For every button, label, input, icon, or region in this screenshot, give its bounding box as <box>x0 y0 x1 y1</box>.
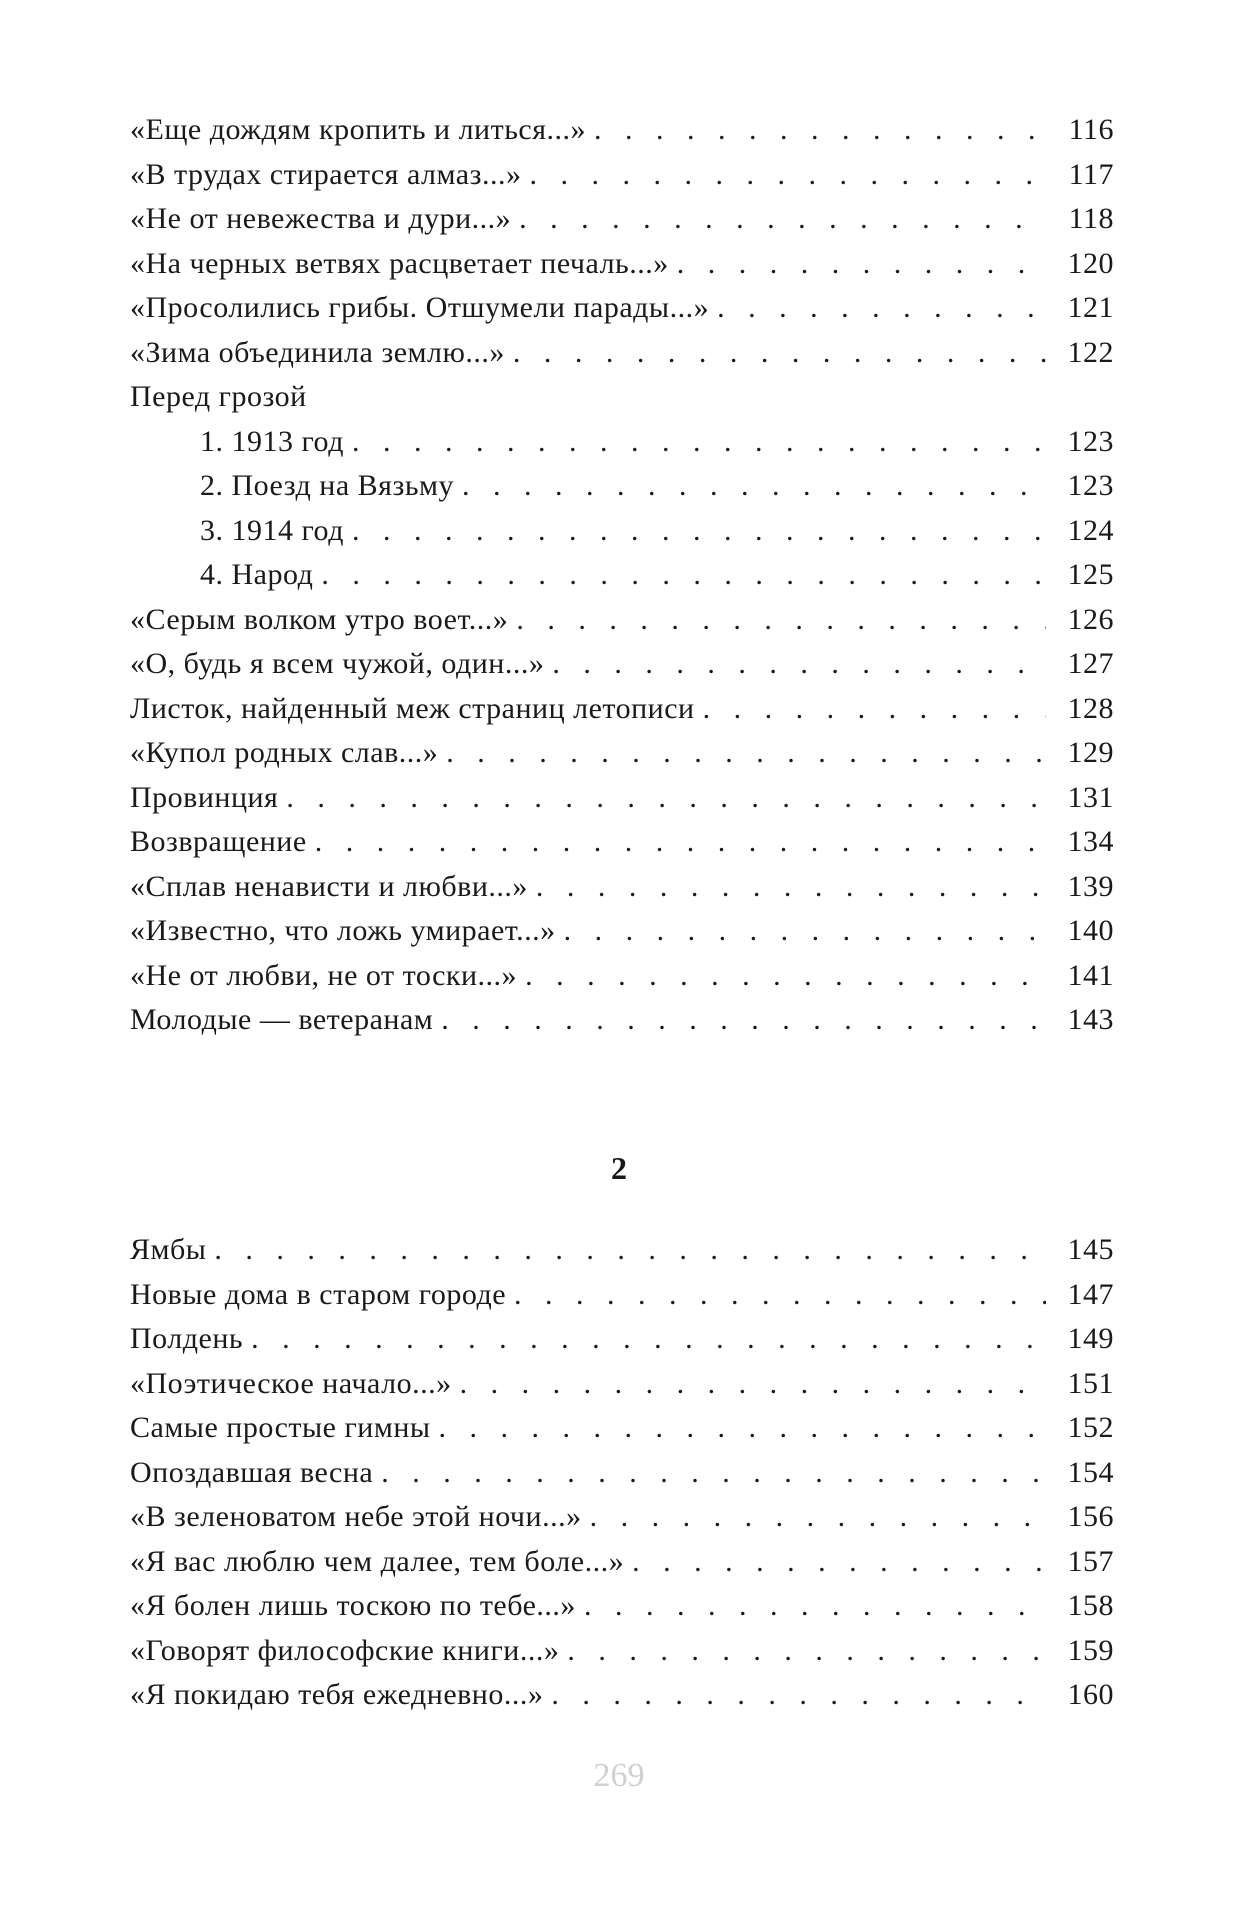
entry-title: Возвращение <box>130 825 307 858</box>
toc-entry <box>130 909 1114 954</box>
dot-leader <box>517 954 1046 999</box>
entry-page-number: 126 <box>1067 602 1114 636</box>
dot-leader <box>344 509 1046 554</box>
entry-page-number: 147 <box>1067 1277 1114 1311</box>
entry-page-number: 143 <box>1067 1003 1114 1036</box>
toc-entry <box>130 197 1114 242</box>
toc-entry <box>130 1317 1114 1362</box>
page-number-footer: 269 <box>593 1757 645 1794</box>
toc-entry <box>130 1540 1114 1585</box>
entry-title: «Купол родных слав...» <box>130 736 439 769</box>
toc-subentry <box>130 509 1114 554</box>
toc-entry <box>130 731 1114 776</box>
toc-entry <box>130 776 1114 821</box>
entry-page-number: 122 <box>1067 335 1114 369</box>
dot-leader <box>505 331 1046 376</box>
dot-leader <box>556 909 1046 954</box>
entry-page-number: 134 <box>1067 825 1114 858</box>
entry-title: «Просолились грибы. Отшумели парады...» <box>130 291 710 324</box>
entry-page-number: 121 <box>1067 291 1114 324</box>
entry-page-number: 124 <box>1067 513 1114 547</box>
toc-entry <box>130 286 1114 331</box>
dot-leader <box>243 1317 1046 1362</box>
dot-leader <box>431 1406 1046 1451</box>
entry-title: Новые дома в старом городе <box>130 1277 507 1311</box>
dot-leader <box>373 1451 1046 1496</box>
toc-entry <box>130 153 1114 198</box>
entry-page-number: 118 <box>1068 202 1114 235</box>
section-number: 2 <box>611 1150 627 1186</box>
entry-page-number: 156 <box>1067 1500 1114 1533</box>
entry-title: «Я покидаю тебя ежедневно...» <box>130 1678 544 1711</box>
entry-title: 2. Поезд на Вязьму <box>200 469 454 502</box>
dot-leader <box>543 1673 1046 1718</box>
toc-entry <box>130 1495 1114 1540</box>
entry-page-number: 160 <box>1067 1678 1114 1711</box>
dot-leader <box>206 1228 1046 1273</box>
entry-page-number: 154 <box>1067 1455 1114 1489</box>
entry-page-number: 123 <box>1067 469 1114 502</box>
entry-title: Полдень <box>130 1322 244 1355</box>
toc-entry <box>130 1406 1114 1451</box>
entry-title: «На черных ветвях расцветает печаль...» <box>130 246 669 280</box>
toc-entry <box>130 820 1114 865</box>
entry-title: «В трудах стирается алмаз...» <box>130 157 522 191</box>
entry-title: «Говорят философские книги...» <box>130 1633 560 1667</box>
toc-entry <box>130 108 1114 153</box>
dot-leader <box>669 242 1046 287</box>
toc-entry <box>130 1584 1114 1629</box>
dot-leader <box>307 820 1046 865</box>
entry-title: «Я болен лишь тоскою по тебе...» <box>130 1589 576 1622</box>
entry-title: Провинция <box>130 780 279 814</box>
toc-entry <box>130 998 1114 1043</box>
entry-page-number: 116 <box>1068 113 1114 146</box>
toc-entry <box>130 598 1114 643</box>
entry-page-number: 149 <box>1067 1322 1114 1355</box>
dot-leader <box>586 108 1046 153</box>
toc-subentry <box>130 420 1114 465</box>
entry-title: «Сплав ненависти и любви...» <box>130 869 528 903</box>
toc-entry <box>130 331 1114 376</box>
entry-title: «Зима объединила землю...» <box>130 335 505 369</box>
toc-entry <box>130 954 1114 999</box>
entry-page-number: 145 <box>1067 1233 1114 1266</box>
entry-page-number: 159 <box>1067 1633 1114 1667</box>
entry-page-number: 158 <box>1067 1589 1114 1622</box>
entry-title: «Не от любви, не от тоски...» <box>130 958 518 992</box>
dot-leader <box>544 642 1046 687</box>
entry-title: «Еще дождям кропить и литься...» <box>130 113 586 146</box>
dot-leader <box>576 1584 1046 1629</box>
toc-entry <box>130 642 1114 687</box>
toc-subentry <box>130 464 1114 509</box>
toc-entry <box>130 242 1114 287</box>
entry-title: «Известно, что ложь умирает...» <box>130 914 556 947</box>
toc-entry <box>130 1273 1114 1318</box>
dot-leader <box>709 286 1046 331</box>
dot-leader <box>278 776 1046 821</box>
entry-page-number: 141 <box>1067 958 1114 992</box>
entry-title: Молодые — ветеранам <box>130 1003 434 1036</box>
dot-leader <box>438 731 1046 776</box>
dot-leader <box>433 998 1046 1043</box>
dot-leader <box>313 553 1046 598</box>
toc-entry <box>130 687 1114 732</box>
dot-leader <box>521 153 1046 198</box>
entry-title: «Не от невежества и дури...» <box>130 202 512 235</box>
entry-page-number: 151 <box>1067 1366 1114 1400</box>
toc-entry <box>130 1228 1114 1273</box>
entry-title: 1. 1913 год <box>200 424 344 458</box>
entry-title: Перед грозой <box>130 380 307 413</box>
entry-title: 4. Народ <box>200 558 314 591</box>
entry-title: Самые простые гимны <box>130 1411 431 1444</box>
entry-page-number: 128 <box>1067 691 1114 725</box>
dot-leader <box>559 1629 1046 1674</box>
dot-leader <box>511 197 1046 242</box>
toc-entry <box>130 1629 1114 1674</box>
toc-entry <box>130 1362 1114 1407</box>
dot-leader <box>582 1495 1046 1540</box>
dot-leader <box>344 420 1046 465</box>
entry-page-number: 127 <box>1067 647 1114 680</box>
toc-entry <box>130 1451 1114 1496</box>
toc-entry <box>130 1673 1114 1718</box>
entry-title: «В зеленоватом небе этой ночи...» <box>130 1500 582 1533</box>
entry-page-number: 139 <box>1067 869 1114 903</box>
entry-page-number: 140 <box>1067 914 1114 947</box>
dot-leader <box>506 1273 1046 1318</box>
entry-page-number: 129 <box>1067 736 1114 769</box>
entry-title: Опоздавшая весна <box>130 1455 374 1489</box>
entry-title: «Я вас люблю чем далее, тем боле...» <box>130 1544 625 1578</box>
dot-leader <box>695 687 1046 732</box>
entry-title: «Серым волком утро воет...» <box>130 602 509 636</box>
toc-subentry <box>130 553 1114 598</box>
entry-page-number: 123 <box>1067 424 1114 458</box>
contents-section-2 <box>130 1228 1114 1718</box>
entry-title: 3. 1914 год <box>200 513 344 547</box>
entry-title: «Поэтическое начало...» <box>130 1366 452 1400</box>
entry-title: Листок, найденный меж страниц летописи <box>130 691 695 725</box>
dot-leader <box>452 1362 1046 1407</box>
entry-title: Ямбы <box>130 1233 207 1266</box>
entry-page-number: 120 <box>1067 246 1114 280</box>
entry-page-number: 131 <box>1067 780 1114 814</box>
dot-leader <box>528 865 1046 910</box>
entry-title: «О, будь я всем чужой, один...» <box>130 647 545 680</box>
dot-leader <box>508 598 1046 643</box>
toc-group-heading <box>130 375 1114 420</box>
toc-entry <box>130 865 1114 910</box>
entry-page-number: 152 <box>1067 1411 1114 1444</box>
entry-page-number: 117 <box>1068 157 1114 191</box>
dot-leader <box>454 464 1046 509</box>
contents-section-1 <box>130 108 1114 1043</box>
entry-page-number: 157 <box>1067 1544 1114 1578</box>
entry-page-number: 125 <box>1067 558 1114 591</box>
dot-leader <box>624 1540 1046 1585</box>
